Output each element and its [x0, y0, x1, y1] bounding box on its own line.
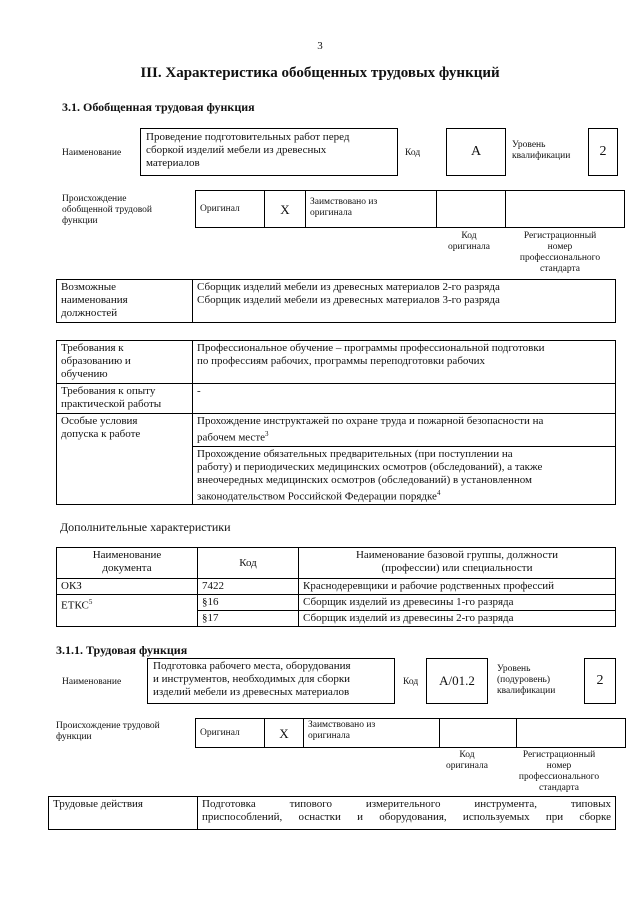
- s31-original-mark: X: [265, 191, 306, 228]
- s311-origin-line: Происхождение трудовой: [56, 721, 160, 731]
- s311-heading: 3.1.1. Трудовая функция: [56, 643, 188, 657]
- s311-caption-line: Регистрационный: [522, 750, 596, 760]
- s31-heading: 3.1. Обобщенная трудовая функция: [62, 100, 255, 114]
- education-value: [193, 341, 616, 384]
- special-value-line: законодательством Российской Федерации порядке: [197, 490, 437, 503]
- special-label: [57, 414, 193, 505]
- s311-original-label: Оригинал: [196, 719, 265, 748]
- actions-value-line: приспособлений, оснастки и оборудования, используемых при сборке: [202, 811, 611, 823]
- s31-orig-code-caption: [440, 231, 498, 253]
- col-header-line: документа: [102, 562, 152, 574]
- experience-label: [57, 384, 193, 414]
- s31-origin-line: обобщенной трудовой: [62, 205, 152, 215]
- s31-origin-line: функции: [62, 216, 98, 226]
- table-row: [57, 595, 616, 611]
- row-name: Краснодеревщики и рабочие родственных профессий: [299, 579, 616, 595]
- special-label-line: Особые условия: [61, 415, 138, 427]
- education-label-line: обучению: [61, 368, 108, 380]
- positions-label-line: Возможные: [61, 281, 116, 293]
- actions-table: [48, 796, 616, 830]
- col-doc-header: [57, 548, 198, 579]
- s311-reg-num-cell: [517, 719, 626, 748]
- s31-name-box: [140, 128, 398, 176]
- experience-label-line: Требования к опыту: [61, 385, 156, 397]
- s311-level-value: 2: [584, 658, 616, 704]
- row-doc: [57, 595, 198, 627]
- positions-label: [57, 280, 193, 323]
- s311-origin-line: функции: [56, 732, 92, 742]
- actions-value: [198, 797, 616, 830]
- s31-borrowed-line: Заимствовано из: [310, 197, 378, 207]
- s31-original-label: Оригинал: [196, 191, 265, 228]
- s31-level-label-1: Уровень: [512, 140, 546, 150]
- s31-caption-line: профессионального: [519, 253, 601, 263]
- special-value-line: внеочередных медицинских осмотров (обследований) в установленном: [197, 473, 532, 486]
- positions-table: [56, 279, 616, 323]
- s31-code-label: Код: [405, 148, 421, 158]
- s311-level-line: квалификации: [497, 686, 556, 696]
- s31-caption-line: номер: [547, 242, 573, 252]
- s311-origin-label: [56, 721, 160, 743]
- table-row: [57, 579, 616, 595]
- s311-caption-line: Код: [459, 750, 475, 760]
- s311-borrowed: [304, 719, 440, 748]
- s31-reg-num-cell: [506, 191, 625, 228]
- s31-caption-line: стандарта: [540, 264, 580, 274]
- s311-level-label: [497, 664, 555, 697]
- s31-name-line: сборкой изделий мебели из древесных: [146, 144, 327, 156]
- s31-level-label-2: квалификации: [512, 151, 571, 161]
- s31-borrowed-line: оригинала: [310, 208, 352, 218]
- position-item: Сборщик изделий мебели из древесных материалов 3-го разряда: [197, 294, 500, 306]
- additional-heading: Дополнительные характеристики: [60, 520, 231, 534]
- actions-label: Трудовые действия: [49, 797, 198, 830]
- s311-name-line: и инструментов, необходимых для сборки: [153, 673, 351, 685]
- row-code: §16: [198, 595, 299, 611]
- page-number: 3: [317, 40, 323, 52]
- s31-caption-line: Код: [461, 231, 477, 241]
- row-name: Сборщик изделий из древесины 1-го разряда: [299, 595, 616, 611]
- experience-label-line: практической работы: [61, 398, 162, 410]
- s311-name-line: Подготовка рабочего места, оборудования: [153, 660, 351, 672]
- special-label-line: допуска к работе: [61, 428, 141, 440]
- s31-name-line: материалов: [146, 157, 200, 169]
- row-code: §17: [198, 611, 299, 627]
- s31-code-value: A: [446, 128, 506, 176]
- s31-level-value: 2: [588, 128, 618, 176]
- s311-name-label: Наименование: [62, 677, 122, 687]
- s31-borrowed: [306, 191, 437, 228]
- s31-origin-label: [62, 194, 152, 227]
- s311-name-line: изделий мебели из древесных материалов: [153, 686, 350, 698]
- education-label-line: образованию и: [61, 355, 131, 367]
- s311-caption-line: номер: [546, 761, 572, 771]
- additional-table: [56, 547, 616, 627]
- s31-orig-code-cell: [437, 191, 506, 228]
- education-value-line: по профессиям рабочих, программы переподготовки рабочих: [197, 355, 486, 367]
- special-value-1: [193, 414, 616, 447]
- s31-origin-line: Происхождение: [62, 194, 127, 204]
- s311-orig-code-caption: [436, 750, 498, 772]
- s311-borrowed-line: Заимствовано из: [308, 720, 376, 730]
- special-value-line: Прохождение обязательных предварительных (при поступлении на: [197, 447, 513, 460]
- education-label-line: Требования к: [61, 342, 124, 354]
- position-item: Сборщик изделий мебели из древесных материалов 2-го разряда: [197, 281, 500, 293]
- s31-reg-num-caption: [505, 231, 615, 275]
- s311-borrowed-line: оригинала: [308, 731, 350, 741]
- footnote-ref: 4: [436, 488, 441, 497]
- special-value-line: рабочем месте: [197, 431, 266, 444]
- section-title: III. Характеристика обобщенных трудовых функций: [140, 65, 500, 81]
- positions-label-line: наименования: [61, 294, 128, 306]
- s311-caption-line: оригинала: [446, 761, 488, 771]
- col-header-line: Наименование: [92, 549, 162, 561]
- row-name: Сборщик изделий из древесины 2-го разряда: [299, 611, 616, 627]
- s311-code-label: Код: [403, 677, 419, 687]
- col-code-header: Код: [198, 548, 299, 579]
- row-code: 7422: [198, 579, 299, 595]
- footnote-ref: 5: [88, 598, 93, 606]
- s311-reg-num-caption: [506, 750, 612, 794]
- row-doc: ОКЗ: [57, 579, 198, 595]
- requirements-table: [56, 340, 616, 505]
- s311-original-mark: X: [265, 719, 304, 748]
- s311-name-box: [147, 658, 395, 704]
- education-value-line: Профессиональное обучение – программы профессиональной подготовки: [197, 342, 545, 354]
- s311-caption-line: стандарта: [539, 783, 579, 793]
- s311-caption-line: профессионального: [518, 772, 600, 782]
- s31-level-label: [512, 140, 570, 162]
- s311-code-value: A/01.2: [426, 658, 488, 704]
- col-name-header: [299, 548, 616, 579]
- s311-level-line: (подуровень): [497, 675, 551, 685]
- positions-values: [193, 280, 616, 323]
- education-label: [57, 341, 193, 384]
- s31-caption-line: оригинала: [448, 242, 490, 252]
- special-value-line: работу) и периодических медицинских осмотров (обследований), а также: [197, 460, 543, 473]
- footnote-ref: 3: [265, 430, 269, 438]
- s31-name-line: Проведение подготовительных работ перед: [146, 131, 350, 143]
- s31-origin-table: [195, 190, 625, 228]
- special-value-line: Прохождение инструктажей по охране труда и пожарной безопасности на: [197, 415, 544, 427]
- actions-value-line: Подготовка типового измерительного инструмента, типовых: [202, 798, 611, 810]
- s31-name-label: Наименование: [62, 148, 122, 158]
- s311-orig-code-cell: [440, 719, 517, 748]
- special-value-2: [193, 446, 616, 505]
- positions-label-line: должностей: [61, 307, 118, 319]
- col-header-line: Наименование базовой группы, должности: [355, 549, 559, 561]
- s31-caption-line: Регистрационный: [523, 231, 597, 241]
- experience-value: -: [193, 384, 616, 414]
- col-header-line: (профессии) или специальности: [381, 562, 533, 574]
- row-doc-text: ЕТКС: [61, 599, 89, 612]
- s311-origin-table: [195, 718, 626, 748]
- s311-level-line: Уровень: [497, 664, 531, 674]
